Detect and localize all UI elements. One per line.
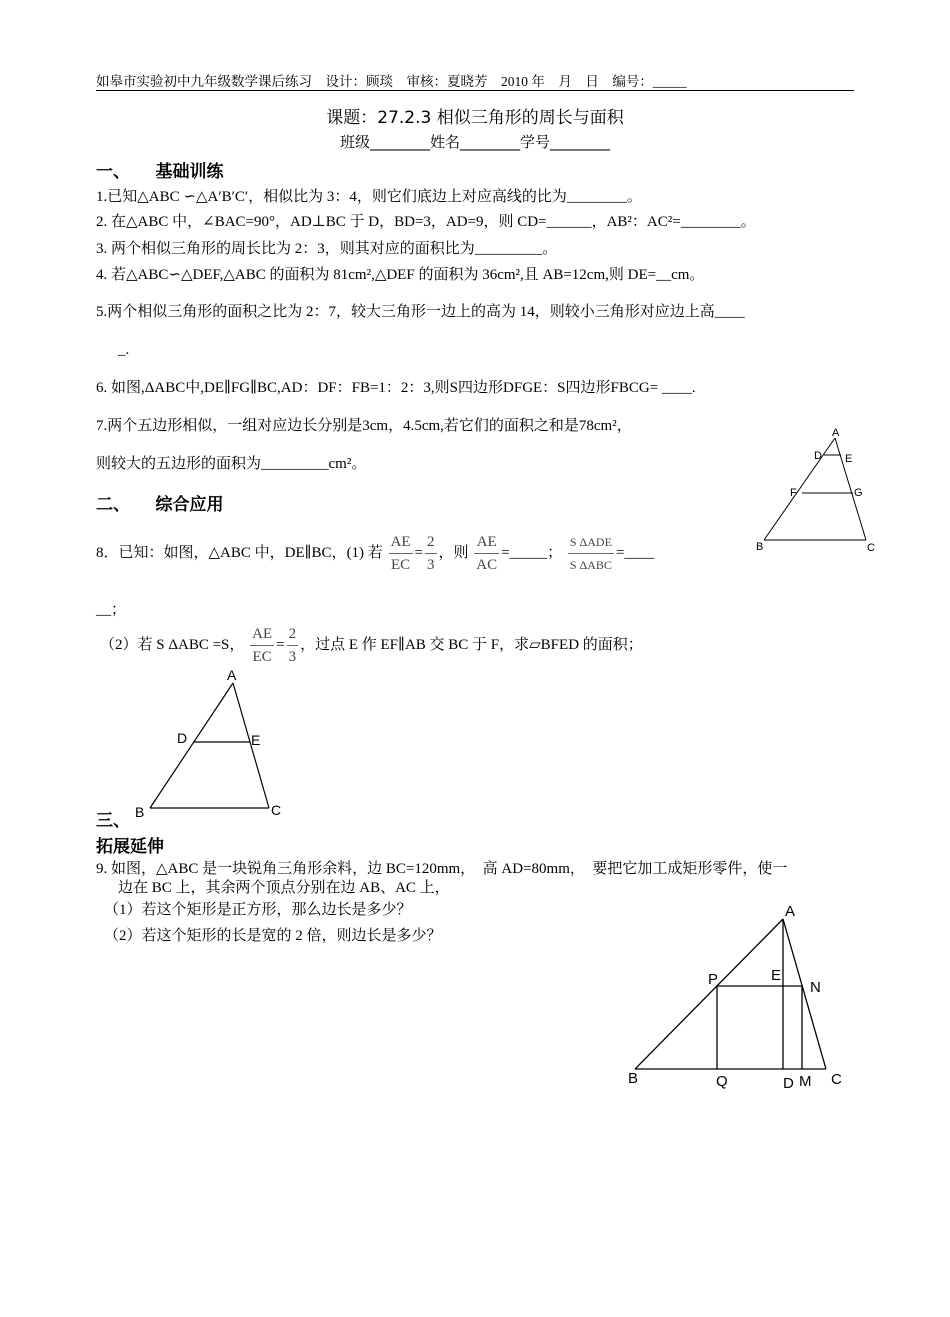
question-3: 3. 两个相似三角形的周长比为 2：3，则其对应的面积比为_________。 (96, 241, 558, 257)
fig3-label-p: P (708, 971, 719, 988)
q8-fraction-ae-ec: $\frac{AE}{EC}$ (389, 531, 413, 576)
question-8-continued: __； (96, 602, 127, 618)
question-9: 9. 如图，△ABC 是一块锐角三角形余料，边 BC=120mm， 高 AD=80mm， 要把它加工成矩形零件，使一 (96, 861, 788, 877)
fig3-side-ab (635, 919, 783, 1069)
figure-triangle-dfge (750, 425, 880, 555)
fig1-label-f: F (790, 487, 797, 499)
section-heading-basic: 一、 基础训练 (96, 162, 224, 182)
worksheet-header: 如皋市实验初中九年级数学课后练习 设计：顾琰 审核：夏晓芳 2010 年 月 日 编号：_____ (96, 74, 687, 89)
fig3-label-e: E (771, 967, 782, 984)
fig2-label-c: C (271, 802, 282, 818)
question-5-continued: _. (118, 342, 130, 358)
question-9-part-1: （1）若这个矩形是正方形，那么边长是多少？ (104, 902, 412, 918)
section-number-3: 三、 (96, 811, 130, 831)
question-9-part-2: （2）若这个矩形的长是宽的 2 倍，则边长是多少？ (104, 928, 442, 944)
question-5: 5.两个相似三角形的面积之比为 2：7，较大三角形一边上的高为 14，则较小三角形对应边上高____ (96, 304, 745, 320)
q8-2-intro: （2）若 S ΔABC =S， (100, 637, 245, 653)
q8-blank-1: =_____； (501, 545, 563, 561)
question-7-continued: 则较大的五边形的面积为_________cm²。 (96, 456, 367, 472)
fig1-label-b: B (756, 541, 764, 553)
question-1: 1.已知△ABC ∽△A′B′C′，相似比为 3：4，则它们底边上对应高线的比为________。 (96, 189, 642, 205)
fig3-label-a: A (785, 903, 796, 920)
figure-rectangle-in-triangle (620, 895, 860, 1100)
question-8-part-2: （2）若 S ΔABC =S， $\frac{AE}{EC}$ = $\frac{2}{3}$ ，过点 E 作 EF∥AB 交 BC 于 F，求▱BFED 的面积； (100, 620, 643, 670)
fig3-label-c: C (831, 1071, 842, 1088)
header-rule (96, 90, 854, 91)
fig1-label-a: A (832, 427, 840, 439)
fig3-label-d: D (783, 1075, 794, 1092)
section-heading-comprehensive: 二、 综合应用 (96, 495, 224, 515)
fig1-label-e: E (845, 453, 853, 465)
q8-blank-2: =____ (615, 545, 655, 561)
student-info-line: 班级________姓名________学号________ (339, 133, 610, 151)
figure-triangle-de-parallel-bc (130, 665, 300, 825)
question-6: 6. 如图,ΔABC中,DE∥FG∥BC,AD：DF：FB=1：2：3,则S四边形DFGE：S四边形FBCG= ____. (96, 380, 696, 396)
page-title: 课题：27.2.3 相似三角形的周长与面积 (326, 108, 624, 128)
question-2: 2. 在△ABC 中，∠BAC=90°，AD⊥BC 于 D，BD=3，AD=9，则 CD=______，AB²：AC²=________。 (96, 214, 756, 230)
fig3-label-m: M (799, 1073, 812, 1090)
section-heading-extension: 拓展延伸 (96, 837, 164, 857)
question-7: 7.两个五边形相似，一组对应边长分别是3cm，4.5cm,若它们的面积之和是78cm²， (96, 418, 632, 434)
q8-2-fraction-2-3: $\frac{2}{3}$ (287, 623, 299, 668)
fig2-label-b: B (135, 804, 145, 820)
fig3-label-q: Q (716, 1073, 728, 1090)
fig3-label-b: B (628, 1070, 639, 1087)
question-9-continued: 边在 BC 上，其余两个顶点分别在边 AB、AC 上， (118, 880, 450, 896)
fig3-label-n: N (810, 979, 821, 996)
fig2-label-a: A (227, 667, 237, 683)
q8-fraction-area-ratio: $\frac{\text{S ΔADE}}{\text{S ΔABC}}$ (568, 531, 614, 576)
q8-intro: 8．已知：如图，△ABC 中，DE∥BC，(1) 若 (96, 545, 383, 561)
question-8-part-1: 8．已知：如图，△ABC 中，DE∥BC，(1) 若 $\frac{AE}{EC}$ = $\frac{2}{3}$ ，则 $\frac{AE}{AC}$ =_____； $\frac{\text{S ΔADE}}{\text{S ΔABC}}$ =____ (96, 528, 654, 578)
fig2-label-e: E (251, 732, 261, 748)
q8-fraction-2-3: $\frac{2}{3}$ (425, 531, 437, 576)
fig2-side-ab (150, 683, 233, 808)
question-4: 4. 若△ABC∽△DEF,△ABC 的面积为 81cm²,△DEF 的面积为 36cm²,且 AB=12cm,则 DE=__cm。 (96, 267, 705, 283)
fig2-label-d: D (177, 730, 188, 746)
fig1-label-g: G (854, 487, 863, 499)
fig1-side-ab (764, 438, 835, 540)
q8-fraction-ae-ac: $\frac{AE}{AC}$ (474, 531, 499, 576)
fig1-label-c: C (867, 542, 875, 554)
fig1-label-d: D (814, 450, 822, 462)
q8-2-fraction-ae-ec: $\frac{AE}{EC}$ (250, 623, 274, 668)
